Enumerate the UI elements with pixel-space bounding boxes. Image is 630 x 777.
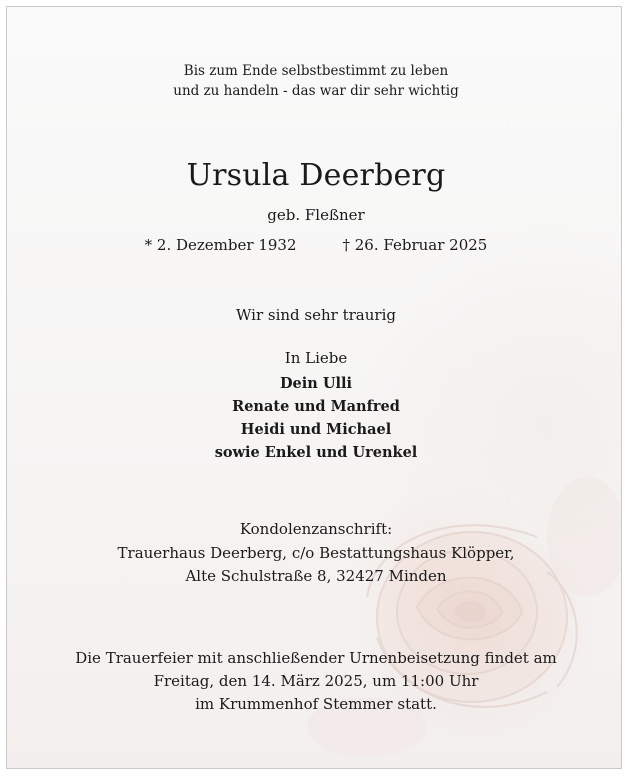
life-dates [6, 236, 622, 254]
obituary-card [6, 6, 622, 769]
motto [6, 61, 622, 101]
funeral-info-line-1: Die Trauerfeier mit anschließender Urnenbeisetzung findet am [75, 649, 557, 667]
death-date: † 26. Februar 2025 [342, 236, 488, 254]
funeral-info-line-2: Freitag, den 14. März 2025, um 11:00 Uhr [153, 672, 479, 690]
in-love-line: In Liebe [284, 349, 348, 367]
motto-line-2: und zu handeln - das war dir sehr wichtig [173, 83, 459, 99]
condolence-heading: Kondolenzanschrift: [239, 520, 393, 538]
deceased-name: Ursula Deerberg [186, 158, 446, 193]
mourner-name: sowie Enkel und Urenkel [214, 444, 418, 461]
funeral-info-line-3: im Krummenhof Stemmer statt. [195, 695, 437, 713]
birth-name: geb. Fleßner [267, 206, 365, 224]
mourning-statement: Wir sind sehr traurig [236, 306, 396, 324]
birth-date: * 2. Dezember 1932 [144, 236, 297, 254]
condolence-address-line-1: Trauerhaus Deerberg, c/o Bestattungshaus Klöpper, [117, 544, 515, 562]
condolence-address-line-2: Alte Schulstraße 8, 32427 Minden [185, 567, 447, 585]
mourner-name: Heidi und Michael [240, 421, 392, 438]
motto-line-1: Bis zum Ende selbstbestimmt zu leben [183, 63, 449, 79]
mourner-name: Renate und Manfred [232, 398, 400, 415]
mourner-name: Dein Ulli [279, 375, 353, 392]
